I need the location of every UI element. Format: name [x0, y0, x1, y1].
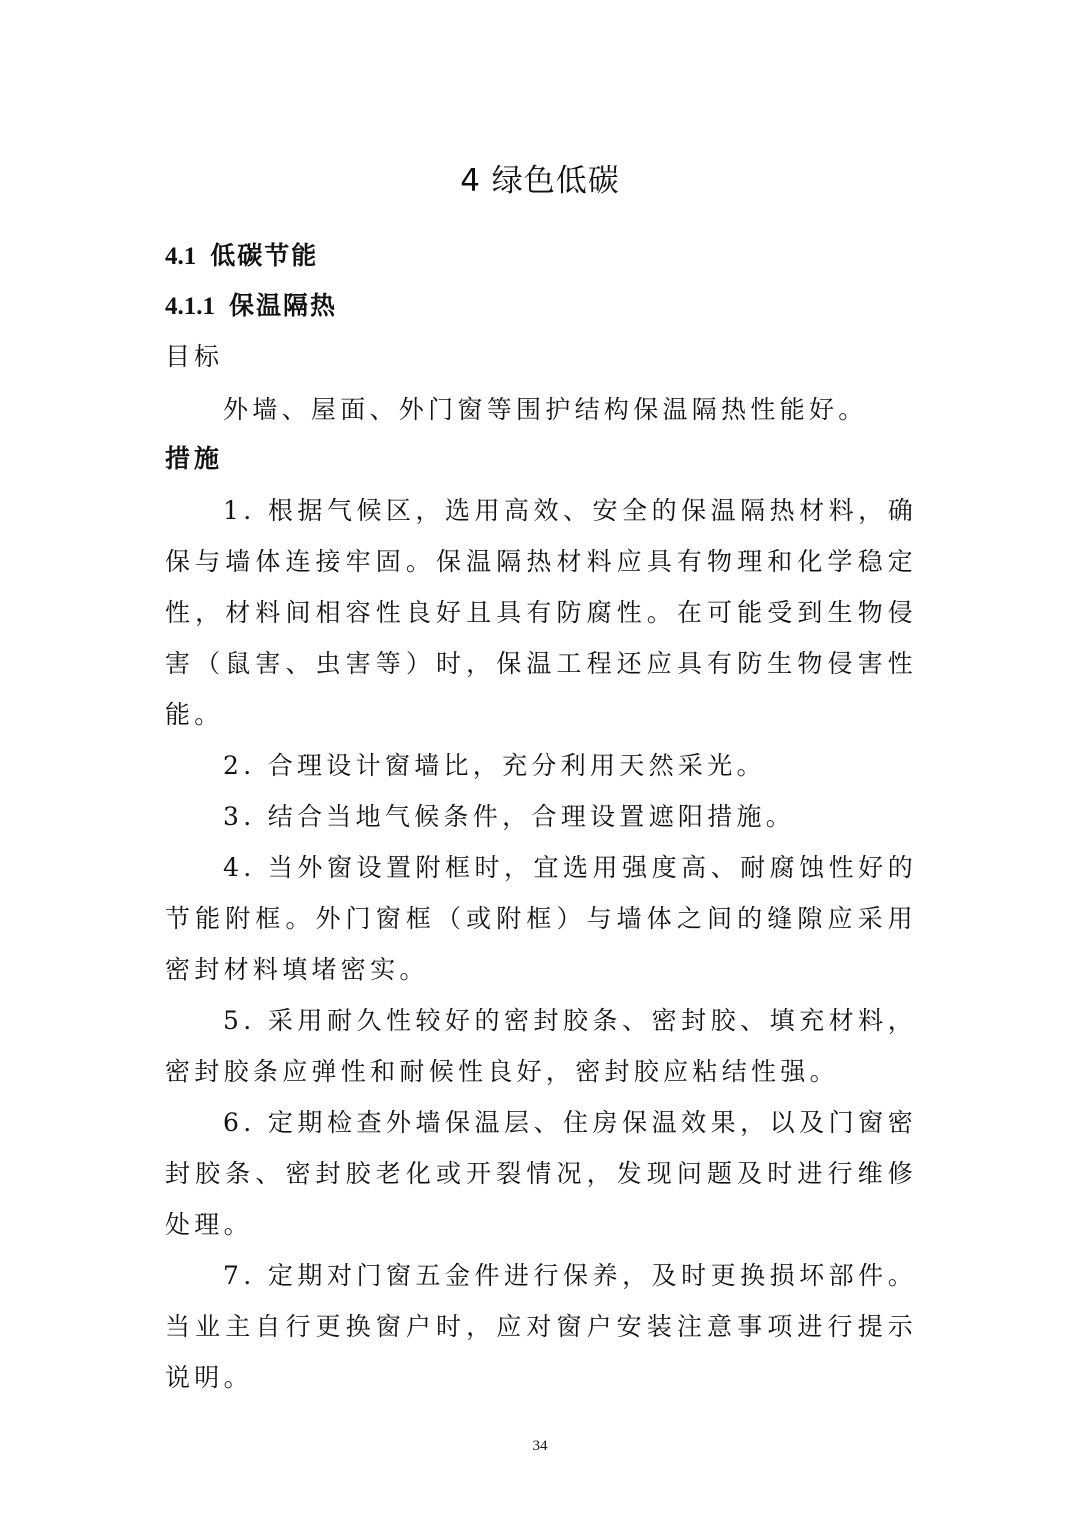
measure-item-5: 5. 采用耐久性较好的密封胶条、密封胶、填充材料，密封胶条应弹性和耐候性良好，密封胶应粘结性强。 — [165, 1006, 917, 1086]
measures-label: 措施 — [165, 444, 224, 473]
measures-list — [165, 485, 917, 1403]
measure-item-4: 4. 当外窗设置附框时，宜选用强度高、耐腐蚀性好的节能附框。外门窗框（或附框）与墙体之间的缝隙应采用密封材料填堵密实。 — [165, 853, 917, 984]
measure-item-3: 3. 结合当地气候条件，合理设置遮阳措施。 — [223, 802, 796, 831]
measure-item-6: 6. 定期检查外墙保温层、住房保温效果，以及门窗密封胶条、密封胶老化或开裂情况，发现问题及时进行维修处理。 — [165, 1108, 917, 1239]
section-title: 低碳节能 — [210, 241, 319, 270]
measure-item-1: 1. 根据气候区，选用高效、安全的保温隔热材料，确保与墙体连接牢固。保温隔热材料应具有物理和化学稳定性，材料间相容性良好且具有防腐性。在可能受到生物侵害（鼠害、虫害等）时，保温工程还应具有防生物侵害性能。 — [165, 496, 917, 729]
goal-paragraph: 外墙、屋面、外门窗等围护结构保温隔热性能好。 — [223, 395, 868, 424]
section-number: 4.1 — [165, 243, 197, 270]
goal-body — [165, 384, 917, 435]
subsection-heading — [165, 288, 337, 325]
goal-label: 目标 — [165, 342, 224, 371]
measure-item-7: 7. 定期对门窗五金件进行保养，及时更换损坏部件。当业主自行更换窗户时，应对窗户安装注意事项进行提示说明。 — [165, 1261, 917, 1392]
subsection-number: 4.1.1 — [165, 293, 215, 320]
chapter-title: 4 绿色低碳 — [460, 163, 620, 199]
measure-item-2: 2. 合理设计窗墙比，充分利用天然采光。 — [223, 751, 766, 780]
section-heading — [165, 238, 318, 275]
subsection-title: 保温隔热 — [229, 291, 338, 320]
page-number: 34 — [532, 1438, 548, 1454]
